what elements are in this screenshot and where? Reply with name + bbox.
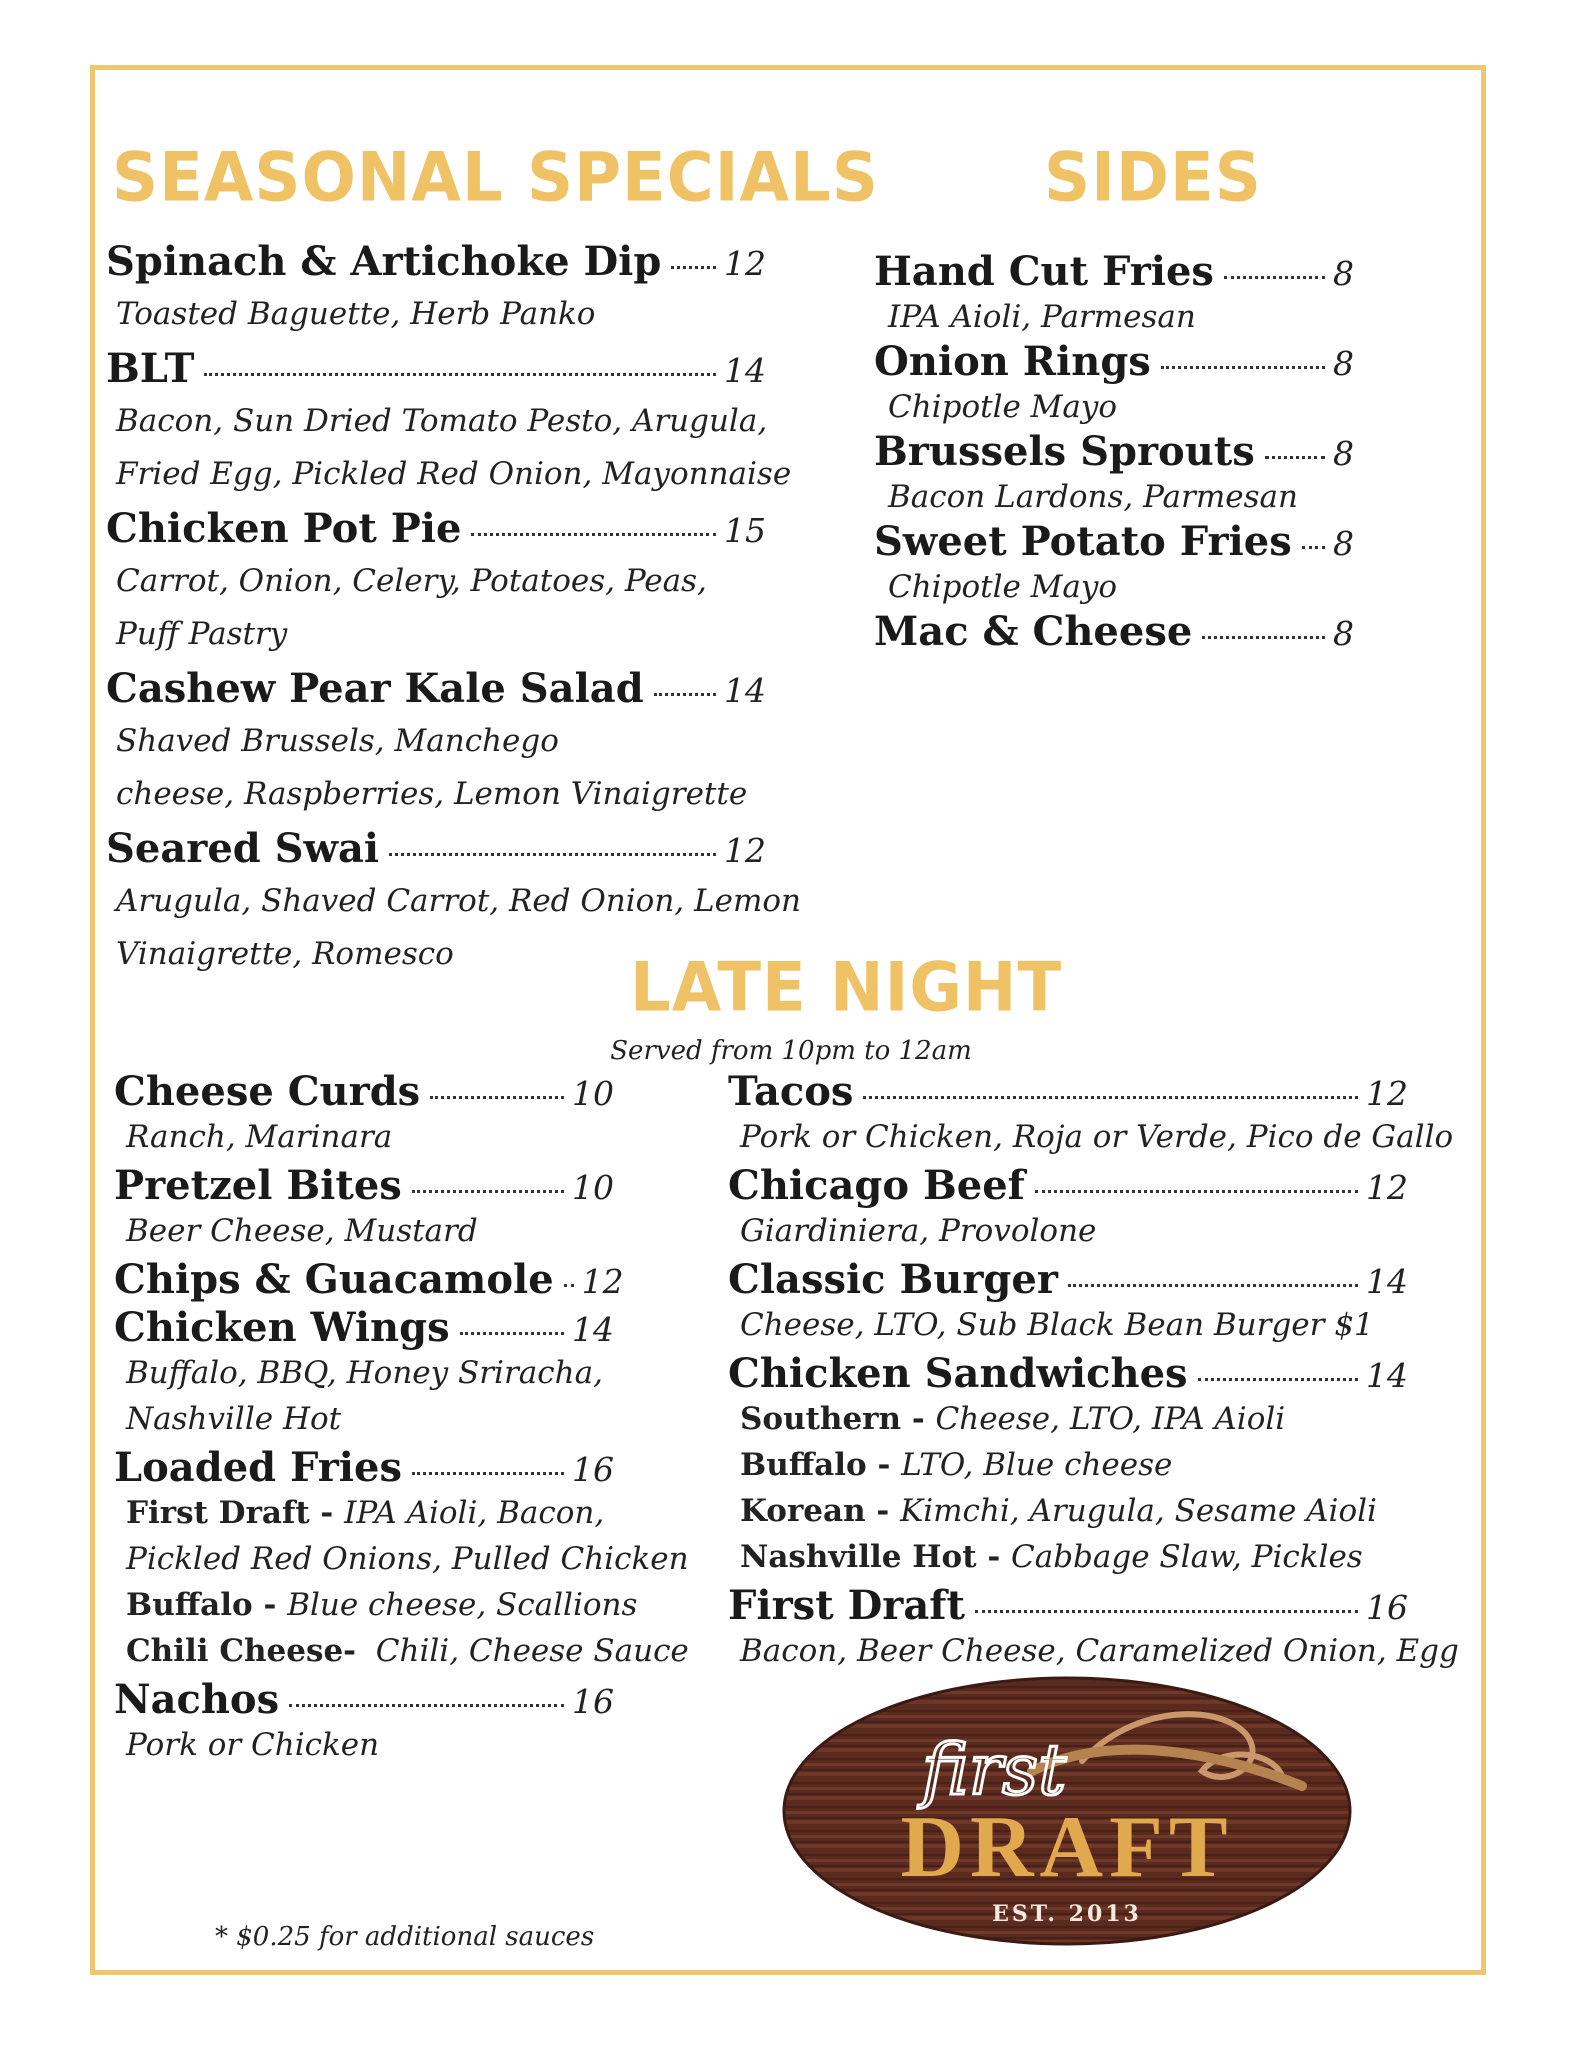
option-description: Kimchi, Arugula, Sesame Aioli — [900, 1493, 1377, 1529]
dot-leader — [1035, 1190, 1358, 1193]
item-price: 8 — [1333, 614, 1354, 653]
item-option — [114, 1628, 689, 1674]
item-name: First Draft — [728, 1582, 965, 1629]
logo-word-text: DRAFT — [900, 1799, 1234, 1896]
seasonal-specials-heading: SEASONAL SPECIALS — [112, 138, 879, 218]
dot-leader — [975, 1610, 1358, 1613]
item-description: Toasted Baguette, Herb Panko — [116, 296, 596, 332]
menu-item — [728, 1256, 1408, 1348]
option-description: Cabbage Slaw, Pickles — [1011, 1539, 1363, 1575]
menu-item — [874, 428, 1354, 518]
item-price: 14 — [1366, 1356, 1408, 1395]
logo-est-text: EST. 2013 — [992, 1901, 1142, 1927]
menu-item — [874, 248, 1354, 338]
item-price: 14 — [724, 351, 766, 390]
item-name: Seared Swai — [106, 825, 380, 872]
served-hours: Served from 10pm to 12am — [610, 1036, 972, 1066]
menu-item — [728, 1162, 1408, 1254]
menu-item — [106, 505, 766, 661]
dot-leader — [289, 1704, 564, 1707]
item-option: First Draft - IPA Aioli, Bacon, — [126, 1495, 605, 1531]
menu-item — [874, 608, 1354, 656]
menu-item — [114, 1444, 689, 1674]
item-name: Pretzel Bites — [114, 1162, 402, 1209]
dot-leader — [1302, 546, 1325, 549]
menu-item — [106, 345, 792, 501]
item-name: Hand Cut Fries — [874, 248, 1214, 295]
item-description: Pork or Chicken — [126, 1727, 380, 1763]
menu-item — [728, 1582, 1459, 1674]
item-name: Chips & Guacamole — [114, 1256, 554, 1303]
item-description: Giardiniera, Provolone — [740, 1213, 1097, 1249]
item-name: Cashew Pear Kale Salad — [106, 665, 644, 712]
item-description: Ranch, Marinara — [126, 1119, 393, 1155]
item-price: 16 — [572, 1682, 614, 1721]
item-option: Southern - Cheese, LTO, IPA Aioli — [740, 1401, 1286, 1437]
dot-leader — [671, 266, 716, 269]
option-label: Korean — [740, 1493, 866, 1529]
menu-item — [106, 665, 766, 821]
item-option: Korean - Kimchi, Arugula, Sesame Aioli — [740, 1493, 1377, 1529]
option-label: Chili Cheese- — [126, 1633, 357, 1669]
item-price: 12 — [724, 831, 766, 870]
menu-item — [114, 1256, 624, 1303]
sides-heading: SIDES — [1044, 138, 1262, 218]
item-description: Fried Egg, Pickled Red Onion, Mayonnaise — [116, 456, 792, 492]
option-label: Southern — [740, 1401, 902, 1437]
item-price: 8 — [1333, 524, 1354, 563]
late-night-heading: LATE NIGHT — [630, 948, 1063, 1028]
item-name: Classic Burger — [728, 1256, 1058, 1303]
dot-leader — [564, 1284, 574, 1287]
item-description: Beer Cheese, Mustard — [126, 1213, 478, 1249]
option-description: LTO, Blue cheese — [901, 1447, 1173, 1483]
item-price: 10 — [572, 1168, 614, 1207]
dot-leader — [412, 1190, 564, 1193]
item-price: 14 — [572, 1310, 614, 1349]
item-description: cheese, Raspberries, Lemon Vinaigrette — [116, 776, 748, 812]
item-description: Shaved Brussels, Manchego — [116, 723, 559, 759]
item-name: Mac & Cheese — [874, 608, 1193, 655]
item-name: Chicken Wings — [114, 1304, 450, 1351]
option-label: Buffalo — [740, 1447, 867, 1483]
late-night-left-list — [114, 1068, 689, 1770]
logo-script-text: first — [922, 1729, 1067, 1811]
dot-leader — [430, 1096, 564, 1099]
menu-item — [728, 1350, 1408, 1580]
item-name: Cheese Curds — [114, 1068, 421, 1115]
option-label: First Draft — [126, 1495, 310, 1531]
item-price: 16 — [1366, 1588, 1408, 1627]
dot-leader — [1198, 1378, 1358, 1381]
item-price: 12 — [724, 244, 766, 283]
item-price: 12 — [1366, 1168, 1408, 1207]
item-price: 12 — [1366, 1074, 1408, 1113]
item-description: Bacon Lardons, Parmesan — [888, 479, 1298, 515]
item-name: Onion Rings — [874, 338, 1151, 385]
item-price: 12 — [581, 1262, 624, 1301]
item-description: Buffalo, BBQ, Honey Sriracha, — [126, 1355, 603, 1391]
menu-item — [874, 518, 1354, 608]
dot-leader — [1224, 276, 1325, 279]
menu-item — [874, 338, 1354, 428]
dot-leader — [204, 373, 716, 376]
item-option: Nashville Hot - Cabbage Slaw, Pickles — [740, 1539, 1363, 1575]
menu-item — [114, 1676, 614, 1768]
dot-leader — [1202, 636, 1325, 639]
item-name: Chicken Pot Pie — [106, 505, 462, 552]
option-description: IPA Aioli, Bacon, — [344, 1495, 605, 1531]
item-description: Carrot, Onion, Celery, Potatoes, Peas, — [116, 563, 707, 599]
menu-item — [728, 1068, 1454, 1160]
dot-leader — [1265, 456, 1325, 459]
item-option: Buffalo - Blue cheese, Scallions — [126, 1587, 638, 1623]
item-price: 8 — [1333, 254, 1354, 293]
item-name: Tacos — [728, 1068, 854, 1115]
item-price: 14 — [724, 671, 766, 710]
item-name: Spinach & Artichoke Dip — [106, 238, 662, 285]
option-description: Cheese, LTO, IPA Aioli — [935, 1401, 1286, 1437]
item-name: Loaded Fries — [114, 1444, 402, 1491]
item-description: Bacon, Beer Cheese, Caramelized Onion, Egg — [740, 1633, 1459, 1669]
item-price: 15 — [724, 511, 766, 550]
option-description: Blue cheese, Scallions — [287, 1587, 638, 1623]
item-description: Pork or Chicken, Roja or Verde, Pico de Gallo — [740, 1119, 1454, 1155]
dot-leader — [1068, 1284, 1358, 1287]
item-name: Sweet Potato Fries — [874, 518, 1292, 565]
item-name: Nachos — [114, 1676, 280, 1723]
item-description: IPA Aioli, Parmesan — [888, 299, 1196, 335]
item-description: Chipotle Mayo — [888, 569, 1118, 605]
item-price: 8 — [1333, 344, 1354, 383]
item-name: BLT — [106, 345, 195, 392]
dot-leader — [863, 1096, 1358, 1099]
dot-leader — [412, 1472, 564, 1475]
menu-item — [114, 1162, 614, 1254]
first-draft-logo — [782, 1676, 1352, 1946]
seasonal-specials-list — [106, 238, 801, 985]
item-name: Chicago Beef — [728, 1162, 1025, 1209]
item-price: 10 — [572, 1074, 614, 1113]
item-description: Chipotle Mayo — [888, 389, 1118, 425]
dot-leader — [460, 1332, 564, 1335]
menu-item — [114, 1304, 614, 1442]
option-label: Nashville Hot — [740, 1539, 977, 1575]
menu-item — [114, 1068, 614, 1160]
item-description: Puff Pastry — [116, 616, 288, 652]
dot-leader — [471, 533, 716, 536]
option-description: Chili, Cheese Sauce — [375, 1633, 689, 1669]
dot-leader — [389, 853, 716, 856]
item-price: 14 — [1366, 1262, 1408, 1301]
item-name: Brussels Sprouts — [874, 428, 1255, 475]
item-option: Buffalo - LTO, Blue cheese — [740, 1447, 1173, 1483]
sauce-note: * $0.25 for additional sauces — [215, 1922, 595, 1952]
item-description: Pickled Red Onions, Pulled Chicken — [126, 1541, 689, 1577]
dot-leader — [1161, 366, 1325, 369]
option-label: Buffalo — [126, 1587, 253, 1623]
item-description: Nashville Hot — [126, 1401, 342, 1437]
menu-item — [106, 238, 766, 341]
item-name: Chicken Sandwiches — [728, 1350, 1188, 1397]
dot-leader — [654, 693, 716, 696]
item-price: 16 — [572, 1450, 614, 1489]
item-description: Cheese, LTO, Sub Black Bean Burger $1 — [740, 1307, 1374, 1343]
item-description: Bacon, Sun Dried Tomato Pesto, Arugula, — [116, 403, 768, 439]
item-description: Vinaigrette, Romesco — [116, 936, 454, 972]
item-price: 8 — [1333, 434, 1354, 473]
late-night-right-list — [728, 1068, 1459, 1676]
sides-list — [874, 248, 1354, 656]
item-description: Arugula, Shaved Carrot, Red Onion, Lemon — [116, 883, 801, 919]
